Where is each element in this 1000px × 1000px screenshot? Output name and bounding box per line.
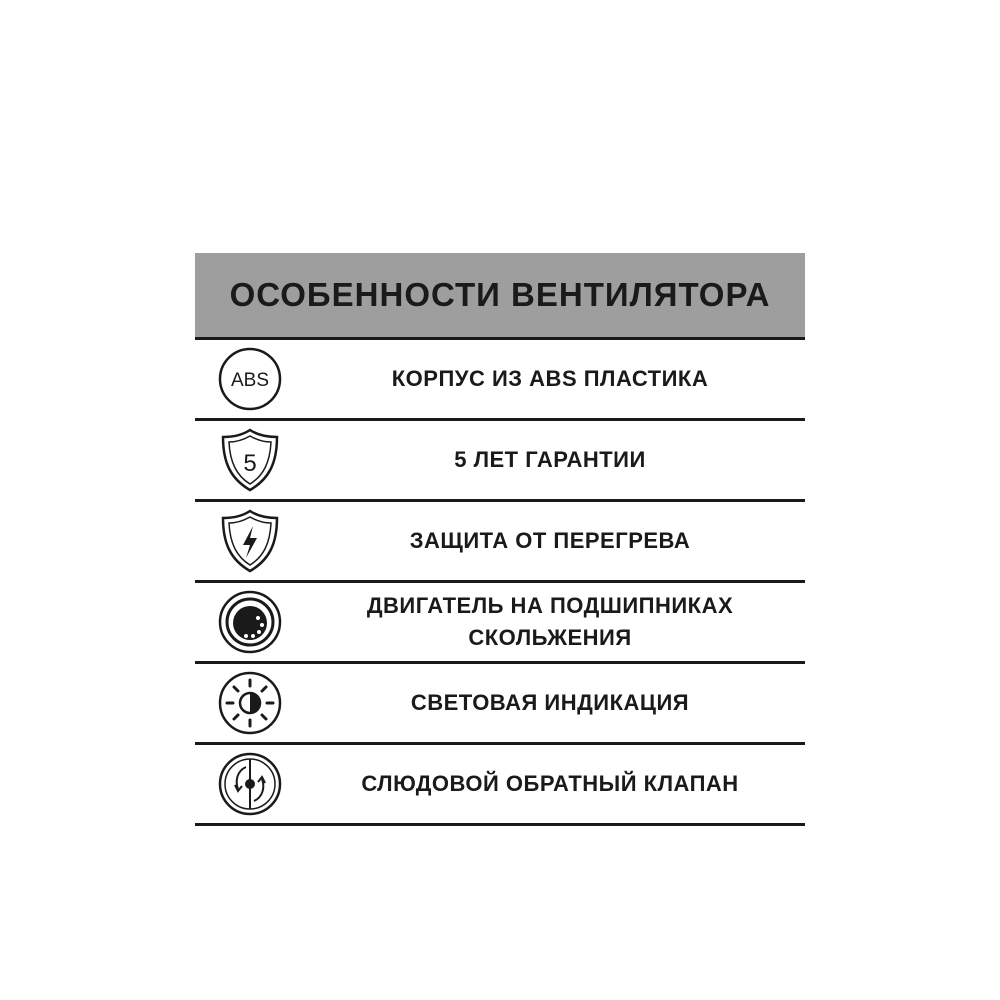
feature-label: СВЕТОВАЯ ИНДИКАЦИЯ: [410, 690, 690, 715]
feature-row-abs: [195, 340, 805, 421]
feature-row-valve: [195, 745, 805, 826]
page-title: ОСОБЕННОСТИ ВЕНТИЛЯТОРА: [229, 276, 771, 313]
overheat-protection-icon: [195, 502, 305, 580]
feature-label: ЗАЩИТА ОТ ПЕРЕГРЕВА: [409, 528, 691, 553]
feature-label: 5 ЛЕТ ГАРАНТИИ: [454, 447, 646, 472]
features-panel: [195, 253, 805, 826]
feature-row-light: [195, 664, 805, 745]
bearing-icon: [195, 583, 305, 661]
abs-icon: [195, 340, 305, 418]
feature-label: ДВИГАТЕЛЬ НА ПОДШИПНИКАХ СКОЛЬЖЕНИЯ: [366, 593, 734, 650]
light-indicator-icon: [195, 664, 305, 742]
svg-text:ABS: ABS: [230, 370, 270, 391]
features-header: [195, 253, 805, 340]
feature-label: СЛЮДОВОЙ ОБРАТНЫЙ КЛАПАН: [361, 771, 739, 796]
warranty-shield-icon: [195, 421, 305, 499]
feature-row-warranty: [195, 421, 805, 502]
feature-row-bearing: [195, 583, 805, 664]
feature-label: КОРПУС ИЗ ABS ПЛАСТИКА: [391, 366, 709, 391]
svg-text:5: 5: [243, 450, 257, 477]
check-valve-icon: [195, 745, 305, 823]
feature-row-overheat: [195, 502, 805, 583]
